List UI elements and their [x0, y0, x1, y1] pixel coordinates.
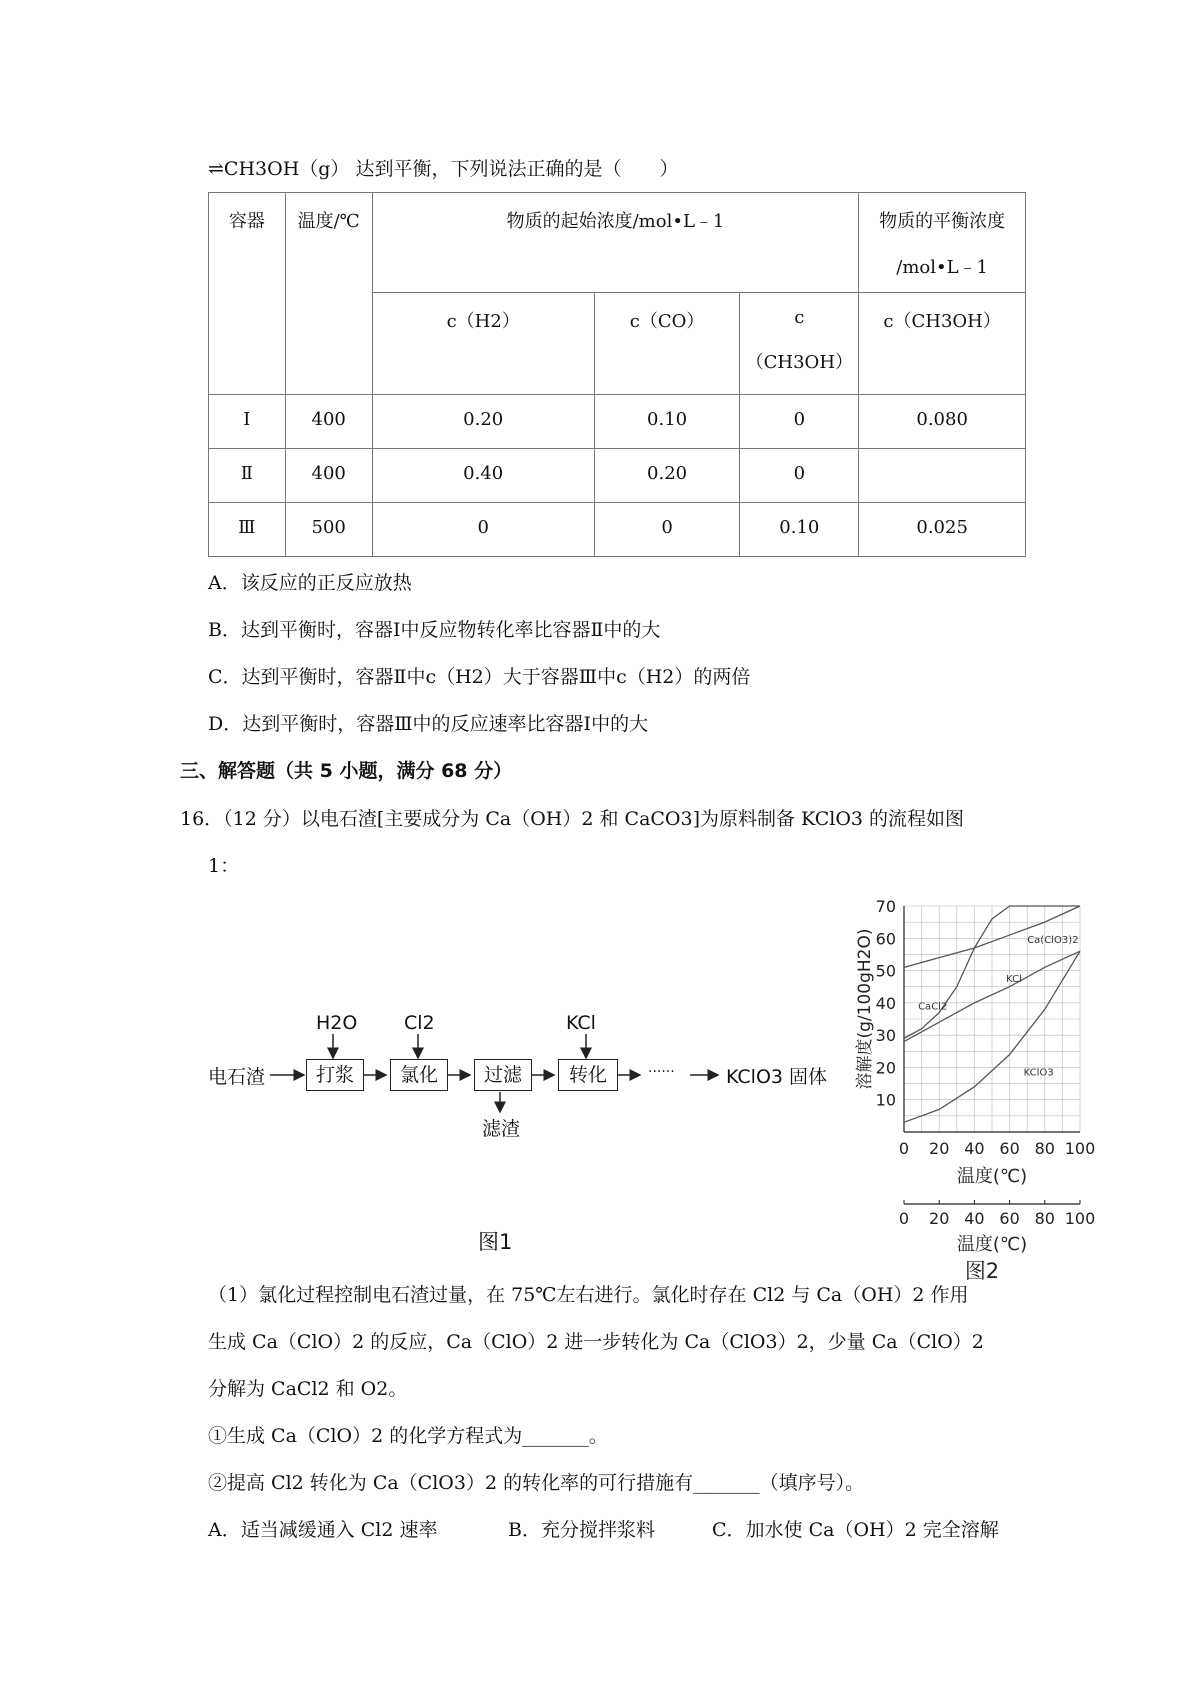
- cell-temperature: 400: [285, 395, 372, 449]
- cell-eq-ch3oh: 0.025: [859, 503, 1026, 557]
- flow-box-convert: 转化: [558, 1059, 618, 1091]
- series-label: KClO3: [1023, 1067, 1054, 1079]
- x-tick-label-secondary: 60: [999, 1209, 1020, 1228]
- cell-c-h2: 0.40: [372, 449, 594, 503]
- series-label: CaCl2: [918, 1001, 948, 1013]
- x-tick-label-secondary: 100: [1064, 1209, 1096, 1228]
- q1-sub2: ②提高 Cl2 转化为 Ca（ClO3）2 的转化率的可行措施有_______（填序号）。: [208, 1472, 865, 1494]
- x-tick-label: 0: [898, 1139, 910, 1158]
- subheader-c-co: c（CO）: [594, 293, 740, 395]
- x-tick-label: 40: [964, 1139, 985, 1158]
- option-d: D．达到平衡时，容器Ⅲ中的反应速率比容器Ⅰ中的大: [208, 713, 649, 735]
- flow-residue-label: 滤渣: [482, 1118, 521, 1140]
- series-label: KCl: [1006, 973, 1022, 985]
- flow-ellipsis: ······: [648, 1064, 675, 1080]
- x-tick-label: 80: [1034, 1139, 1055, 1158]
- figure1-caption: 图1: [478, 1230, 513, 1254]
- flow-box-filter: 过滤: [474, 1059, 532, 1091]
- x-axis-label: 温度(℃): [956, 1166, 1028, 1187]
- x-tick-label-secondary: 80: [1034, 1209, 1055, 1228]
- x-tick-label-secondary: 40: [964, 1209, 985, 1228]
- y-tick-label: 60: [875, 929, 896, 949]
- y-tick-label: 40: [875, 993, 896, 1013]
- cell-container-id: Ⅲ: [209, 503, 286, 557]
- flow-cl2-label: Cl2: [404, 1012, 435, 1034]
- x-tick-label-secondary: 20: [929, 1209, 950, 1228]
- flow-product-label: KClO3 固体: [726, 1066, 828, 1088]
- cell-c-co: 0.20: [594, 449, 740, 503]
- q1-option-c: C．加水使 Ca（OH）2 完全溶解: [712, 1519, 999, 1541]
- header-temperature: 温度/℃: [285, 193, 372, 395]
- x-tick-label-secondary: 0: [898, 1209, 910, 1228]
- q16-line1: 16．（12 分）以电石渣[主要成分为 Ca（OH）2 和 CaCO3]为原料制备 KClO3 的流程如图: [180, 808, 965, 830]
- q16-line2: 1：: [208, 855, 240, 877]
- header-eq-line2: /mol•L﹣1: [896, 257, 989, 278]
- solubility-chart: [840, 880, 1100, 1283]
- header-container: 容器: [209, 193, 286, 395]
- y-tick-label: 20: [875, 1058, 896, 1078]
- cell-eq-ch3oh: 0.080: [859, 395, 1026, 449]
- subheader-c-ch3oh-line2: （CH3OH）: [745, 352, 854, 373]
- x-axis-label-secondary: 温度(℃): [956, 1234, 1028, 1255]
- option-a: A．该反应的正反应放热: [208, 572, 412, 594]
- y-axis-label: 溶解度(g/100gH2O): [855, 928, 875, 1090]
- subheader-c-ch3oh-line1: c: [794, 307, 805, 328]
- q1-line3: 分解为 CaCl2 和 O2。: [208, 1378, 408, 1400]
- x-tick-label: 100: [1064, 1139, 1096, 1158]
- q1-line2: 生成 Ca（ClO）2 的反应，Ca（ClO）2 进一步转化为 Ca（ClO3）2，少量 Ca（ClO）2: [208, 1331, 984, 1353]
- option-c: C．达到平衡时，容器Ⅱ中c（H2）大于容器Ⅲ中c（H2）的两倍: [208, 666, 751, 688]
- option-b: B．达到平衡时，容器Ⅰ中反应物转化率比容器Ⅱ中的大: [208, 619, 661, 641]
- x-tick-label: 20: [929, 1139, 950, 1158]
- y-tick-label: 30: [875, 1026, 896, 1046]
- cell-temperature: 500: [285, 503, 372, 557]
- flow-box-beat: 打浆: [306, 1059, 364, 1091]
- q1-sub1: ①生成 Ca（ClO）2 的化学方程式为_______。: [208, 1425, 608, 1447]
- cell-c-co: 0: [594, 503, 740, 557]
- subheader-eq-c-ch3oh: c（CH3OH）: [859, 293, 1026, 395]
- y-tick-label: 10: [875, 1090, 896, 1110]
- cell-container-id: Ⅱ: [209, 449, 286, 503]
- header-eq-line1: 物质的平衡浓度: [879, 211, 1006, 232]
- question-intro-line: ⇌CH3OH（g） 达到平衡，下列说法正确的是（ ）: [208, 158, 679, 180]
- q1-option-a: A．适当减缓通入 Cl2 速率: [208, 1519, 438, 1541]
- cell-c-ch3oh: 0.10: [740, 503, 859, 557]
- cell-container-id: Ⅰ: [209, 395, 286, 449]
- figure2-caption: 图2: [964, 1259, 1000, 1283]
- header-initial-concentration: 物质的起始浓度/mol•L﹣1: [372, 193, 859, 293]
- cell-c-ch3oh: 0: [740, 449, 859, 503]
- y-tick-label: 50: [875, 961, 896, 981]
- cell-c-h2: 0: [372, 503, 594, 557]
- flow-start-label: 电石渣: [208, 1066, 266, 1088]
- cell-c-ch3oh: 0: [740, 395, 859, 449]
- section-title: 三、解答题（共 5 小题，满分 68 分）: [180, 760, 513, 782]
- x-tick-label: 60: [999, 1139, 1020, 1158]
- cell-c-h2: 0.20: [372, 395, 594, 449]
- q1-option-b: B．充分搅拌浆料: [508, 1519, 655, 1541]
- cell-c-co: 0.10: [594, 395, 740, 449]
- cell-temperature: 400: [285, 449, 372, 503]
- flow-h2o-label: H2O: [316, 1012, 358, 1034]
- q1-line1: （1）氯化过程控制电石渣过量，在 75℃左右进行。氯化时存在 Cl2 与 Ca（OH）2 作用: [208, 1284, 969, 1306]
- flow-kcl-label: KCl: [566, 1012, 596, 1034]
- subheader-c-h2: c（H2）: [372, 293, 594, 395]
- series-label: Ca(ClO3)2: [1027, 935, 1079, 947]
- y-tick-label: 70: [875, 897, 896, 916]
- flow-box-chlorinate: 氯化: [390, 1059, 448, 1091]
